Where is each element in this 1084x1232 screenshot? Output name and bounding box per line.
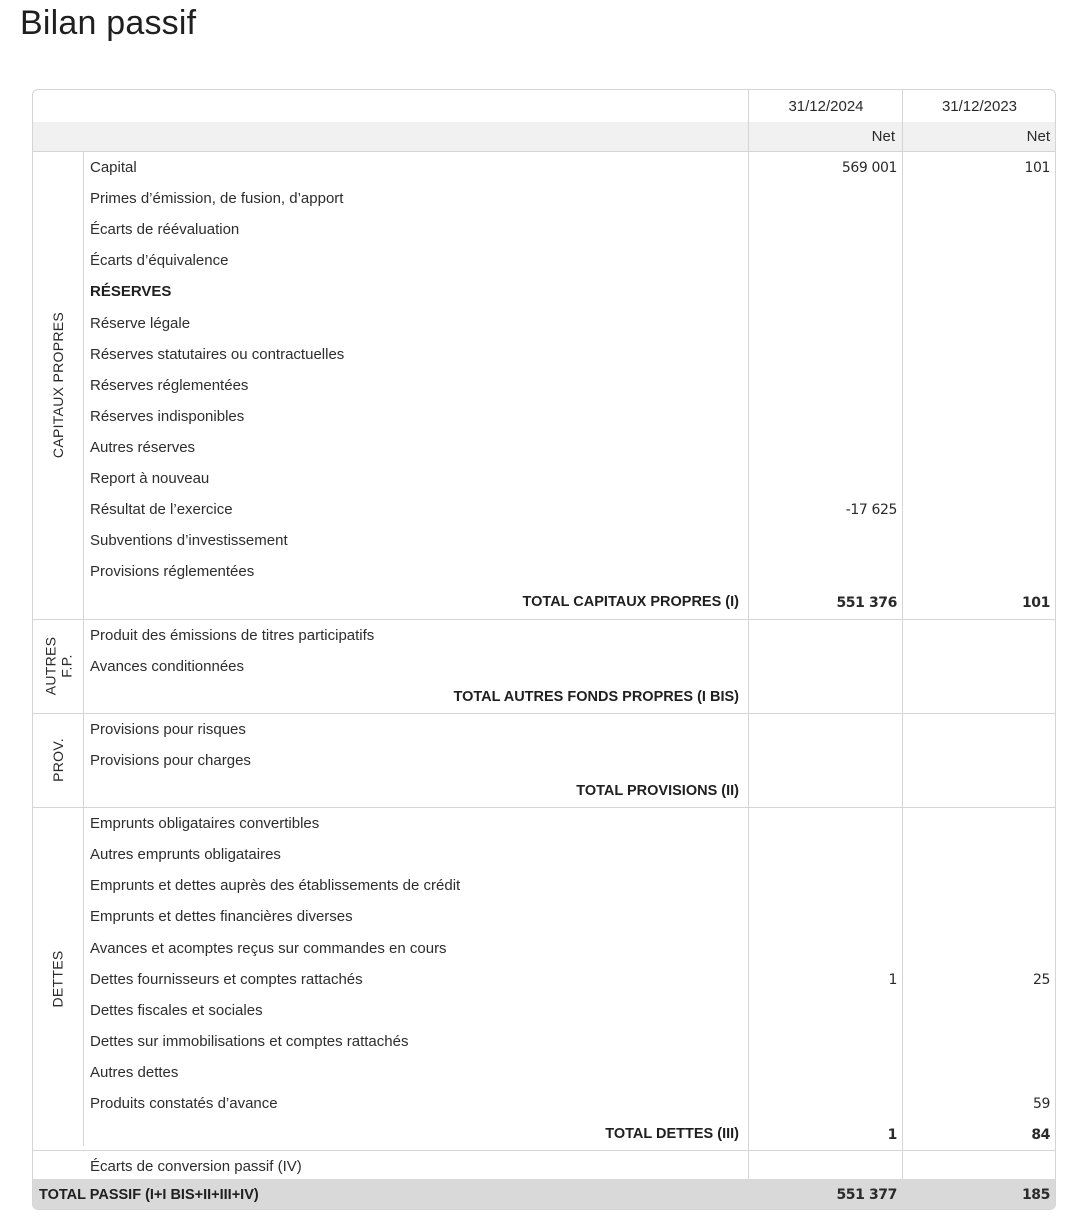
section-total-2024: 1	[887, 1127, 897, 1144]
row-label: Subventions d’investissement	[90, 532, 288, 550]
section-total-2023: 84	[1031, 1127, 1050, 1144]
row-label: Avances conditionnées	[90, 657, 244, 675]
column-divider	[902, 90, 903, 1179]
section-divider	[33, 807, 1055, 808]
row-label: Écarts d’équivalence	[90, 252, 229, 270]
grand-total-label: TOTAL PASSIF (I+I BIS+II+III+IV)	[39, 1187, 259, 1203]
row-label: Emprunts obligataires convertibles	[90, 815, 320, 833]
column-header-2024: 31/12/2024	[788, 98, 864, 115]
row-label: Autres emprunts obligataires	[90, 846, 281, 864]
section-divider	[33, 713, 1055, 714]
row-label: Autres dettes	[90, 1063, 179, 1081]
column-divider	[748, 90, 749, 1179]
section-column-divider	[83, 152, 84, 1146]
section-autres-fonds-propres-label: AUTRES F.P.	[42, 636, 74, 696]
row-label: Provisions pour risques	[90, 720, 246, 738]
section-divider	[33, 1150, 1055, 1151]
row-label: Emprunts et dettes auprès des établissements de crédit	[90, 877, 461, 895]
row-label: Dettes sur immobilisations et comptes rattachés	[90, 1032, 409, 1050]
row-label: Autres réserves	[90, 438, 196, 456]
balance-sheet-table	[32, 89, 1056, 1210]
row-label: Écarts de conversion passif (IV)	[90, 1158, 302, 1176]
section-provisions	[33, 714, 83, 807]
row-label: Emprunts et dettes financières diverses	[90, 908, 353, 926]
page-title: Bilan passif	[20, 4, 197, 42]
column-subheader-2023: Net	[1026, 128, 1050, 145]
grand-total-2024: 551 377	[836, 1187, 897, 1203]
value-2023: 101	[1024, 160, 1050, 176]
value-2024: -17 625	[845, 502, 897, 519]
row-label: Avances et acomptes reçus sur commandes en cours	[90, 939, 447, 957]
column-subheader-2024: Net	[871, 128, 895, 145]
section-total-2024: 551 376	[836, 595, 897, 612]
row-label: Dettes fournisseurs et comptes rattachés	[90, 970, 363, 988]
section-dettes	[33, 808, 83, 1150]
row-label: Produits constatés d’avance	[90, 1095, 278, 1112]
row-label: Réserves statutaires ou contractuelles	[90, 345, 345, 363]
row-label: Produit des émissions de titres participatifs	[90, 626, 375, 644]
section-total-label: TOTAL AUTRES FONDS PROPRES (I BIS)	[453, 688, 739, 705]
section-dettes-label: DETTES	[50, 950, 66, 1008]
row-label: Réserves réglementées	[90, 376, 249, 394]
row-label: Résultat de l’exercice	[90, 501, 233, 519]
column-header-2023: 31/12/2023	[941, 98, 1018, 115]
value-2023: 59	[1032, 1096, 1050, 1112]
row-label: Provisions pour charges	[90, 751, 251, 769]
value-2024: 1	[888, 971, 897, 988]
section-autres-fonds-propres	[33, 620, 83, 713]
row-label: Provisions réglementées	[90, 563, 255, 581]
row-label: Réserve légale	[90, 314, 191, 332]
subsection-heading: RÉSERVES	[90, 283, 172, 301]
row-label: Écarts de réévaluation	[90, 221, 240, 239]
value-2023: 25	[1032, 971, 1050, 988]
section-total-label: TOTAL DETTES (III)	[605, 1126, 739, 1143]
section-total-label: TOTAL CAPITAUX PROPRES (I)	[522, 594, 739, 611]
value-2024: 569 001	[841, 160, 897, 176]
section-capitaux-propres	[33, 152, 83, 619]
grand-total-2023: 185	[1021, 1187, 1050, 1203]
row-label: Primes d’émission, de fusion, d’apport	[90, 190, 344, 208]
row-label: Report à nouveau	[90, 470, 210, 487]
row-label: Réserves indisponibles	[90, 407, 245, 425]
section-divider	[33, 619, 1055, 620]
row-label: Dettes fiscales et sociales	[90, 1001, 263, 1019]
section-total-2023: 101	[1021, 595, 1050, 612]
section-total-label: TOTAL PROVISIONS (II)	[576, 783, 739, 799]
section-provisions-label: PROV.	[50, 738, 66, 783]
row-label: Capital	[90, 159, 137, 176]
section-capitaux-propres-label: CAPITAUX PROPRES	[50, 312, 67, 459]
